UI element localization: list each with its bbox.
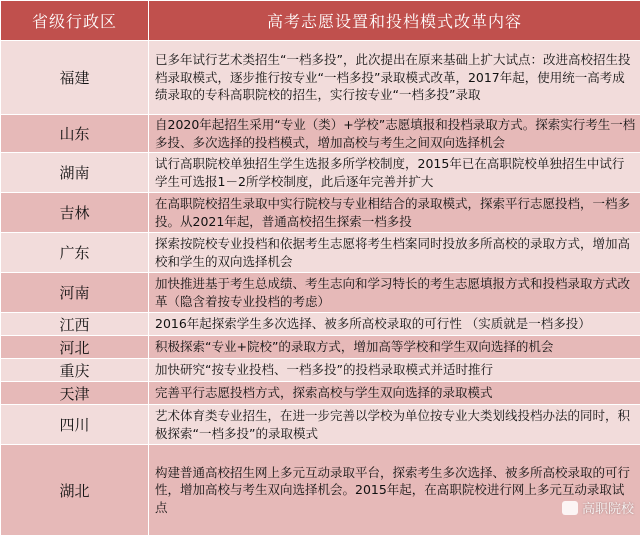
- header-content: 高考志愿设置和投档模式改革内容: [149, 1, 640, 41]
- province-cell: 河北: [1, 336, 149, 359]
- province-cell: 广东: [1, 233, 149, 273]
- table-row: [1, 336, 640, 359]
- table-row: [1, 233, 640, 273]
- content-cell: 构建普通高校招生网上多元互动录取平台，探索考生多次选择、被多所高校录取的可行性，增加高校与考生双向选择机会。2015年起，在高职院校进行网上多元互动录取试点: [149, 445, 640, 536]
- province-cell: 吉林: [1, 193, 149, 233]
- content-cell: 加快推进基于考生总成绩、考生志向和学习特长的考生志愿填报方式和投档录取方式改革（隐含着按专业投档的考虑）: [149, 273, 640, 313]
- table-row: [1, 405, 640, 445]
- table-row: [1, 273, 640, 313]
- province-cell: 四川: [1, 405, 149, 445]
- province-cell: 湖北: [1, 445, 149, 536]
- content-cell: 试行高职院校单独招生学生选报多所学校制度，2015年已在高职院校单独招生中试行学生可选报1－2所学校制度，此后逐年完善并扩大: [149, 153, 640, 193]
- table-header-row: [1, 1, 640, 41]
- content-cell: 艺术体育类专业招生，在进一步完善以学校为单位按专业大类划线投档办法的同时，积极探索“一档多投”的录取模式: [149, 405, 640, 445]
- province-cell: 湖南: [1, 153, 149, 193]
- content-cell: 探索按院校专业投档和依据考生志愿将考生档案同时投放多所高校的录取方式，增加高校和学生的双向选择机会: [149, 233, 640, 273]
- content-cell: 积极探索“专业+院校”的录取方式，增加高等学校和学生双向选择的机会: [149, 336, 640, 359]
- content-cell: 已多年试行艺术类招生“一档多投”，此次提出在原来基础上扩大试点：改进高校招生投档录取模式，逐步推行按专业“一档多投”录取模式改革，2017年起，使用统一高考成绩录取的专科高职院校的招生，实行按专业“一档多投”录取: [149, 41, 640, 115]
- table-row: [1, 153, 640, 193]
- content-cell: 2016年起探索学生多次选择、被多所高校录取的可行性 （实质就是一档多投）: [149, 313, 640, 336]
- table-row: [1, 359, 640, 382]
- table-row: [1, 41, 640, 115]
- province-cell: 重庆: [1, 359, 149, 382]
- table-row: [1, 382, 640, 405]
- province-cell: 山东: [1, 115, 149, 153]
- watermark: [562, 498, 634, 517]
- province-cell: 福建: [1, 41, 149, 115]
- content-cell: 自2020年起招生采用“专业（类）+学校”志愿填报和投档录取方式。探索实行考生一档多投、多次选择的投档模式，增加高校与考生之间双向选择机会: [149, 115, 640, 153]
- province-cell: 天津: [1, 382, 149, 405]
- content-cell: 加快研究“按专业投档、一档多投”的投档录取模式并适时推行: [149, 359, 640, 382]
- content-cell: 完善平行志愿投档方式，探索高校与学生双向选择的录取模式: [149, 382, 640, 405]
- table-row: [1, 313, 640, 336]
- table-row: [1, 115, 640, 153]
- watermark-logo-icon: [562, 501, 578, 515]
- content-cell: 在高职院校招生录取中实行院校与专业相结合的录取模式，探索平行志愿投档，一档多投。从2021年起，普通高校招生探索一档多投: [149, 193, 640, 233]
- province-cell: 河南: [1, 273, 149, 313]
- table-row: [1, 445, 640, 536]
- province-cell: 江西: [1, 313, 149, 336]
- watermark-text: 高职院校: [582, 498, 634, 517]
- table-row: [1, 193, 640, 233]
- header-province: 省级行政区: [1, 1, 149, 41]
